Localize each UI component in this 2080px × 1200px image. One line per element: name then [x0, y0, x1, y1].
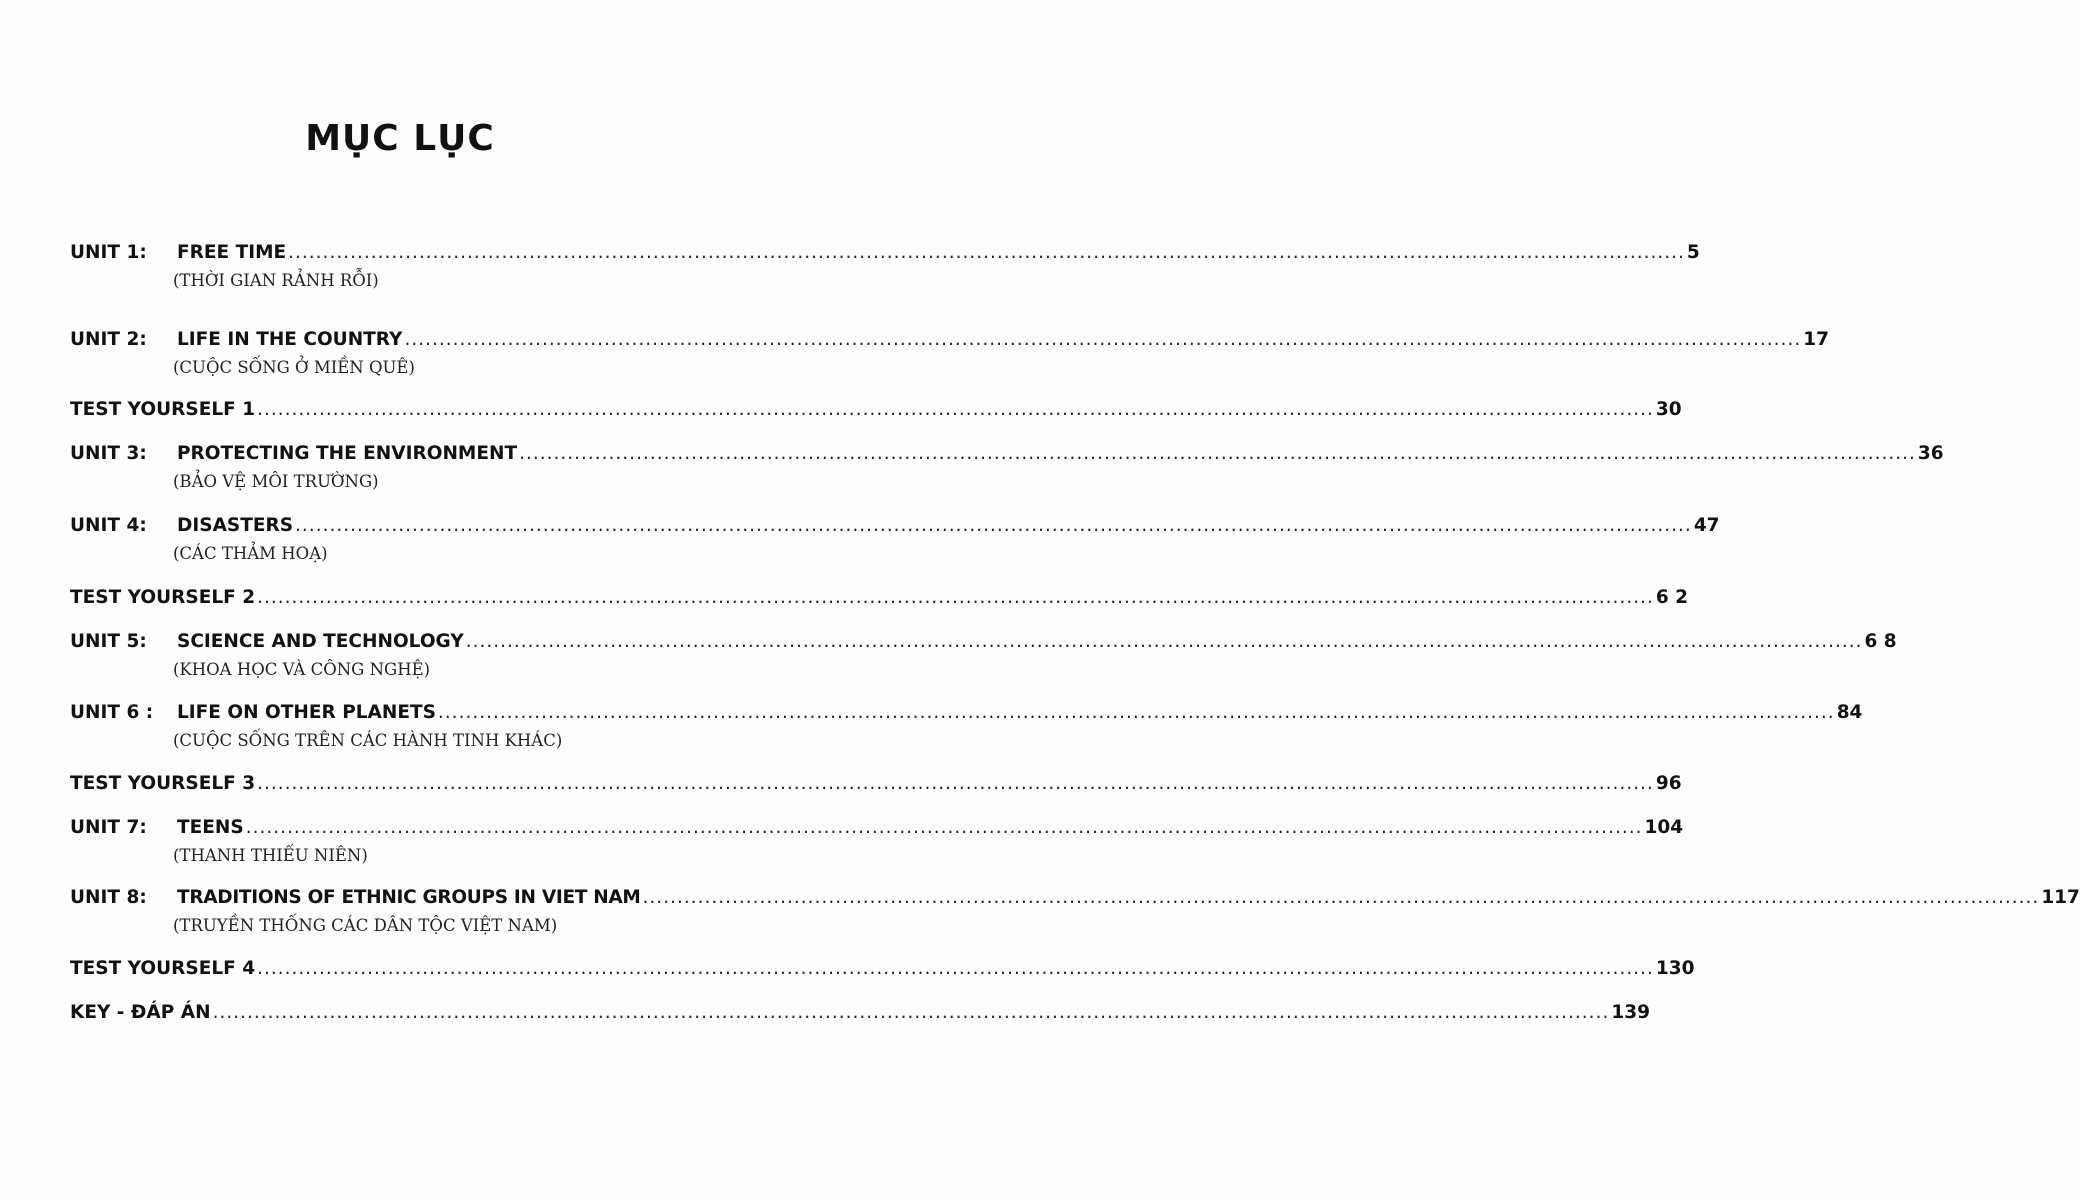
- toc-entry-unit-5[interactable]: [70, 629, 1897, 681]
- entry-label: UNIT 7:: [70, 817, 147, 838]
- entry-title: TEST YOURSELF 4: [70, 958, 256, 979]
- entry-page-number: 139: [1611, 1002, 1650, 1023]
- toc-entry-test-yourself-3[interactable]: [70, 771, 1682, 797]
- entry-page-number: 6 2: [1655, 587, 1689, 608]
- dot-leader: ...........................................................................................................................................................................................................: [465, 631, 1863, 652]
- entry-page-number: 17: [1803, 329, 1829, 350]
- entry-title: LIFE IN THE COUNTRY: [177, 329, 403, 350]
- entry-page-number: 130: [1655, 958, 1695, 979]
- dot-leader: ...........................................................................................................................................................................................................: [437, 702, 1835, 723]
- entry-title: KEY - ĐÁP ÁN: [70, 1002, 211, 1023]
- entry-page-number: 84: [1836, 702, 1863, 723]
- entry-title: LIFE ON OTHER PLANETS: [177, 702, 436, 723]
- toc-entry-unit-2[interactable]: [70, 327, 1829, 379]
- entry-title: TEENS: [177, 817, 244, 838]
- entry-label: UNIT 4:: [70, 515, 147, 536]
- entry-page-number: 36: [1917, 443, 1944, 464]
- entry-label: UNIT 5:: [70, 631, 147, 652]
- entry-page-number: 6 8: [1864, 631, 1897, 652]
- entry-subtitle: (THỜI GIAN RẢNH RỖI): [173, 271, 379, 290]
- entry-label: UNIT 8:: [70, 887, 147, 908]
- dot-leader: ...........................................................................................................................................................................................................: [257, 958, 1654, 979]
- entry-title: TEST YOURSELF 3: [70, 773, 256, 794]
- dot-leader: ...........................................................................................................................................................................................................: [295, 515, 1692, 536]
- dot-leader: ...........................................................................................................................................................................................................: [257, 773, 1654, 794]
- entry-page-number: 30: [1655, 399, 1682, 420]
- entry-title: TEST YOURSELF 2: [70, 587, 256, 608]
- entry-subtitle: (THANH THIẾU NIÊN): [173, 846, 368, 865]
- toc-entry-unit-7[interactable]: [70, 815, 1684, 867]
- toc-entry-test-yourself-4[interactable]: [70, 956, 1695, 982]
- entry-subtitle: (CÁC THẢM HOẠ): [173, 544, 328, 563]
- entry-page-number: 5: [1686, 242, 1700, 263]
- entry-page-number: 47: [1693, 515, 1720, 536]
- entry-label: UNIT 6 :: [70, 702, 154, 723]
- toc-entry-unit-3[interactable]: [70, 441, 1944, 493]
- toc-entry-unit-8[interactable]: [70, 885, 2080, 937]
- toc-entry-unit-4[interactable]: [70, 513, 1720, 565]
- dot-leader: ...........................................................................................................................................................................................................: [642, 887, 2040, 908]
- dot-leader: ...........................................................................................................................................................................................................: [404, 329, 1802, 350]
- dot-leader: ...........................................................................................................................................................................................................: [288, 242, 1685, 263]
- entry-title: TEST YOURSELF 1: [70, 399, 256, 420]
- dot-leader: ...........................................................................................................................................................................................................: [257, 587, 1654, 608]
- entry-subtitle: (BẢO VỆ MÔI TRƯỜNG): [173, 472, 379, 491]
- toc-entry-test-yourself-2[interactable]: [70, 585, 1689, 611]
- entry-subtitle: (TRUYỀN THỐNG CÁC DÂN TỘC VIỆT NAM): [173, 916, 558, 935]
- dot-leader: ...........................................................................................................................................................................................................: [257, 399, 1654, 420]
- entry-label: UNIT 3:: [70, 443, 147, 464]
- toc-entry-key[interactable]: [70, 1000, 1650, 1026]
- entry-title: TRADITIONS OF ETHNIC GROUPS IN VIET NAM: [177, 887, 641, 908]
- toc-entry-unit-1[interactable]: [70, 240, 1700, 292]
- entry-page-number: 117: [2041, 887, 2080, 908]
- entry-page-number: 96: [1655, 773, 1682, 794]
- toc-entry-test-yourself-1[interactable]: [70, 397, 1682, 423]
- dot-leader: ...........................................................................................................................................................................................................: [245, 817, 1643, 838]
- entry-subtitle: (CUỘC SỐNG Ở MIỀN QUÊ): [173, 358, 415, 377]
- dot-leader: ...........................................................................................................................................................................................................: [212, 1002, 1610, 1023]
- entry-label: UNIT 1:: [70, 242, 147, 263]
- toc-entry-unit-6[interactable]: [70, 700, 1863, 752]
- entry-label: UNIT 2:: [70, 329, 147, 350]
- entry-title: FREE TIME: [177, 242, 287, 263]
- entry-title: SCIENCE AND TECHNOLOGY: [177, 631, 464, 652]
- entry-title: PROTECTING THE ENVIRONMENT: [177, 443, 518, 464]
- entry-subtitle: (CUỘC SỐNG TRÊN CÁC HÀNH TINH KHÁC): [173, 731, 563, 750]
- page-title: MỤC LỤC: [305, 118, 495, 159]
- entry-subtitle: (KHOA HỌC VÀ CÔNG NGHỆ): [173, 660, 431, 679]
- entry-title: DISASTERS: [177, 515, 294, 536]
- entry-page-number: 104: [1644, 817, 1684, 838]
- dot-leader: ...........................................................................................................................................................................................................: [519, 443, 1916, 464]
